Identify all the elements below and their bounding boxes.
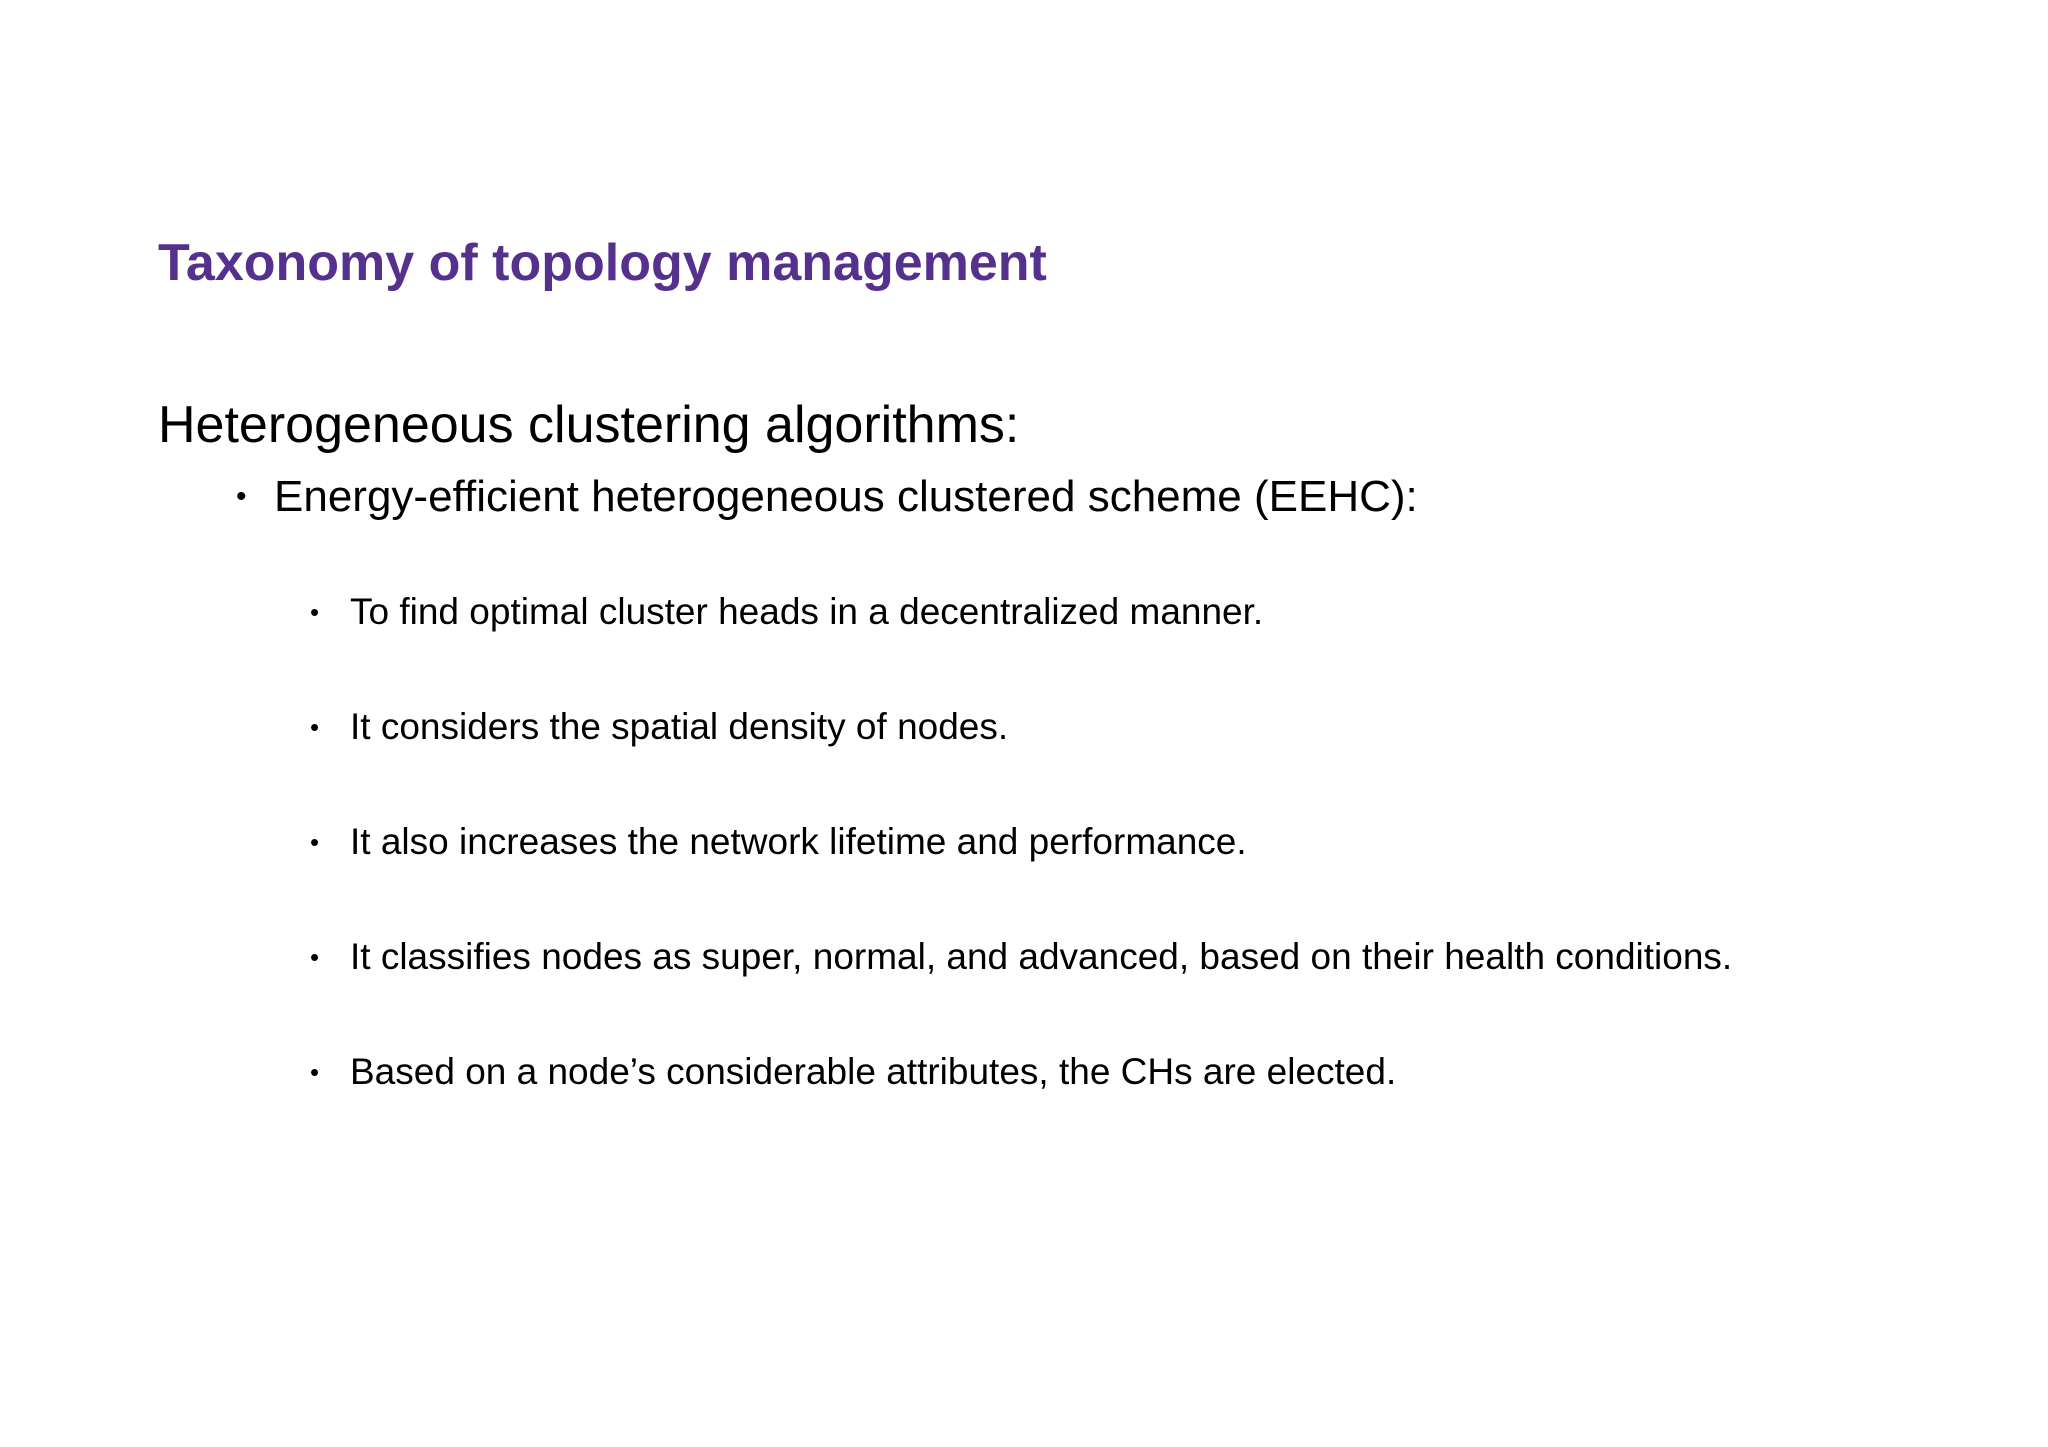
list-item — [310, 582, 1732, 697]
bullet-icon: • — [310, 712, 320, 742]
list-item-text: Based on a node’s considerable attributes, the CHs are elected. — [350, 1051, 1397, 1092]
list-item-text: It considers the spatial density of nodes. — [350, 706, 1009, 747]
bullet-icon: • — [310, 827, 320, 857]
slide-title: Taxonomy of topology management — [158, 234, 1047, 292]
main-bullet-text: Energy-efficient heterogeneous clustered scheme (EEHC): — [274, 472, 1418, 521]
main-bullet-item — [236, 462, 1418, 532]
bullet-icon: • — [310, 1057, 320, 1087]
list-item-text: To find optimal cluster heads in a decentralized manner. — [350, 591, 1264, 632]
section-heading: Heterogeneous clustering algorithms: — [158, 396, 1020, 454]
list-item — [310, 1042, 1732, 1157]
bullet-icon: • — [310, 942, 320, 972]
list-item — [310, 812, 1732, 927]
list-item — [310, 927, 1732, 1042]
list-item — [310, 697, 1732, 812]
sub-bullet-list — [310, 582, 1732, 1157]
list-item-text: It also increases the network lifetime and performance. — [350, 821, 1247, 862]
bullet-icon: • — [310, 597, 320, 627]
list-item-text: It classifies nodes as super, normal, and advanced, based on their health conditions. — [350, 936, 1733, 977]
bullet-icon: • — [236, 480, 247, 513]
